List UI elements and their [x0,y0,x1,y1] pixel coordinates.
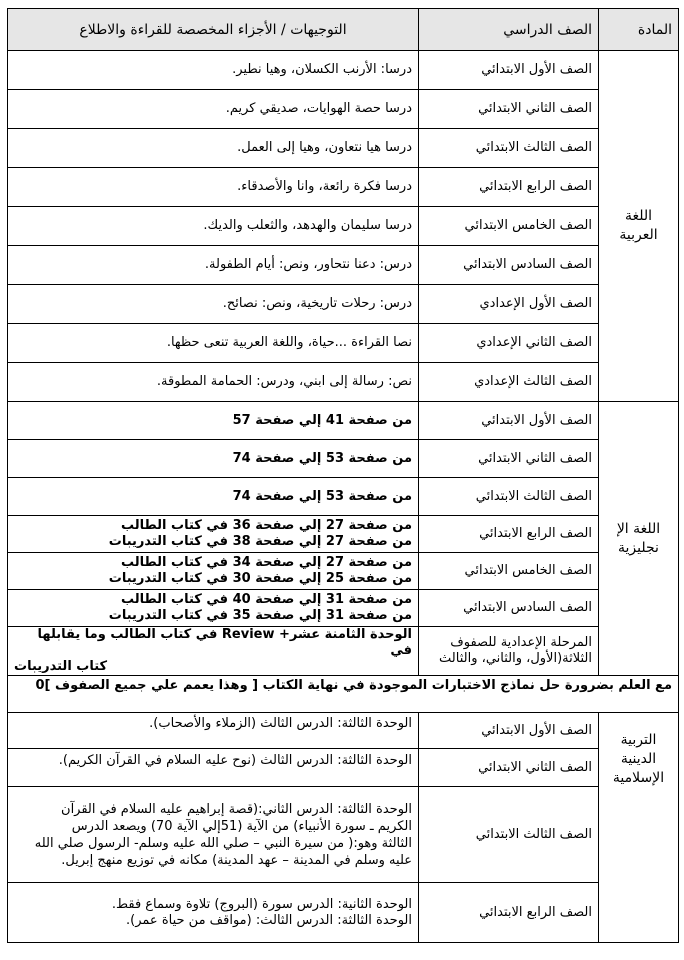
subject-arabic: اللغة العربية [599,51,679,402]
parts-line: من صفحة 31 إلي صفحة 40 في كتاب الطالب [120,592,412,607]
grade-cell: الصف الرابع الابتدائي [419,516,599,553]
table-row [8,207,679,246]
parts-line: من صفحة 31 إلي صفحة 35 في كتاب التدريبات [108,608,412,623]
grade-cell: الصف الثاني الابتدائي [419,749,599,787]
table-row [8,478,679,516]
table-row [8,713,679,749]
table-row [8,246,679,285]
parts-line: الوحدة الثامنة عشر+ Review في كتاب الطالب وما يقابلها في [37,627,412,658]
curriculum-table [7,8,679,943]
table-row [8,90,679,129]
parts-cell: درس: رحلات تاريخية، ونص: نصائح. [8,285,419,324]
grade-cell: الصف السادس الابتدائي [419,590,599,627]
table-row [8,168,679,207]
subject-line: الدينية [620,751,657,767]
parts-line: من صفحة 27 إلي صفحة 38 في كتاب التدريبات [108,534,412,549]
parts-line: من صفحة 27 إلي صفحة 36 في كتاب الطالب [120,518,412,533]
grade-line: الثلاثة(الأول، والثاني، والثالث [439,651,592,666]
table-row [8,324,679,363]
table-row [8,363,679,402]
parts-cell [8,627,419,676]
subject-english: اللغة الإ نجليزية [599,402,679,676]
table-row [8,440,679,478]
grade-cell: الصف الأول الإعدادي [419,285,599,324]
parts-line: من صفحة 25 إلي صفحة 30 في كتاب التدريبات [108,571,412,586]
grade-cell [419,627,599,676]
table-row [8,51,679,90]
table-row [8,590,679,627]
parts-line: الكريم ـ سورة الأنبياء) من الآية (51إلي الآية 70) ويصعد الدرس [71,818,412,834]
parts-cell: من صفحة 53 إلي صفحة 74 [8,440,419,478]
grade-cell: الصف الأول الابتدائي [419,51,599,90]
header-subject: المادة [599,9,679,51]
grade-cell: الصف الرابع الابتدائي [419,883,599,943]
header-parts: التوجيهات / الأجزاء المخصصة للقراءة والاطلاع [8,9,419,51]
grade-cell: الصف الثالث الابتدائي [419,478,599,516]
table-row [8,787,679,883]
parts-cell: من صفحة 53 إلي صفحة 74 [8,478,419,516]
parts-cell: درسا فكرة رائعة، وانا والأصدقاء. [8,168,419,207]
table-row [8,129,679,168]
subject-religion [599,713,679,943]
parts-line: عليه وسلم في المدينة – عهد المدينة) مكانه في توزيع منهج إبريل. [61,852,412,868]
parts-cell: الوحدة الثالثة: الدرس الثالث (نوح عليه السلام في القرآن الكريم). [8,749,419,787]
parts-cell: من صفحة 41 إلي صفحة 57 [8,402,419,440]
parts-cell: درسا: الأرنب الكسلان، وهيا نطير. [8,51,419,90]
parts-cell [8,590,419,627]
parts-cell: درس: دعنا نتحاور، ونص: أيام الطفولة. [8,246,419,285]
subject-line: الإسلامية [612,770,665,786]
grade-cell: الصف الخامس الابتدائي [419,553,599,590]
grade-cell: الصف الرابع الابتدائي [419,168,599,207]
table-header-row [8,9,679,51]
parts-cell [8,553,419,590]
parts-line: الوحدة الثانية: الدرس سورة (البروج) تلاوة وسماع فقط. [111,896,412,912]
grade-cell: الصف السادس الابتدائي [419,246,599,285]
table-row [8,285,679,324]
parts-line: الثالثة وهو:( من سيرة النبي – صلي الله عليه وسلم- الرسول صلي الله [34,835,412,851]
parts-cell: نصا القراءة ...حياة، واللغة العربية تنعى حظها. [8,324,419,363]
table-row [8,627,679,676]
grade-cell: الصف الأول الابتدائي [419,713,599,749]
grade-line: المرحلة الإعدادية للصفوف [450,635,592,650]
table-row [8,402,679,440]
header-grade: الصف الدراسي [419,9,599,51]
parts-cell [8,787,419,883]
grade-cell: الصف الثاني الإعدادي [419,324,599,363]
parts-cell: درسا هيا نتعاون، وهيا إلى العمل. [8,129,419,168]
parts-cell [8,516,419,553]
parts-line: الوحدة الثالثة: الدرس الثاني:(قصة إبراهيم عليه السلام في القرآن [61,801,412,817]
subject-line: التربية [620,732,657,748]
grade-cell: الصف الخامس الابتدائي [419,207,599,246]
grade-cell: الصف الثالث الإعدادي [419,363,599,402]
parts-cell [8,883,419,943]
grade-cell: الصف الثاني الابتدائي [419,90,599,129]
parts-line: من صفحة 27 إلي صفحة 34 في كتاب الطالب [120,555,412,570]
grade-cell: الصف الثالث الابتدائي [419,787,599,883]
parts-cell: درسا سليمان والهدهد، والثعلب والديك. [8,207,419,246]
table-row [8,553,679,590]
table-row [8,516,679,553]
table-row [8,883,679,943]
parts-cell: الوحدة الثالثة: الدرس الثالث (الزملاء والأصحاب). [8,713,419,749]
note-cell: مع العلم بضرورة حل نماذج الاختبارات الموجودة في نهاية الكتاب [ وهذا يعمم علي جميع الصفوف ]0 [8,676,679,713]
grade-cell: الصف الثالث الابتدائي [419,129,599,168]
grade-cell: الصف الثاني الابتدائي [419,440,599,478]
grade-cell: الصف الأول الابتدائي [419,402,599,440]
parts-cell: نص: رسالة إلى ابني، ودرس: الحمامة المطوقة. [8,363,419,402]
parts-cell: درسا حصة الهوايات، صديقي كريم. [8,90,419,129]
note-row [8,676,679,713]
table-row [8,749,679,787]
parts-line: كتاب التدريبات [14,659,108,674]
parts-line: الوحدة الثالثة: الدرس الثالث: (مواقف من حياة عمر). [126,912,412,928]
